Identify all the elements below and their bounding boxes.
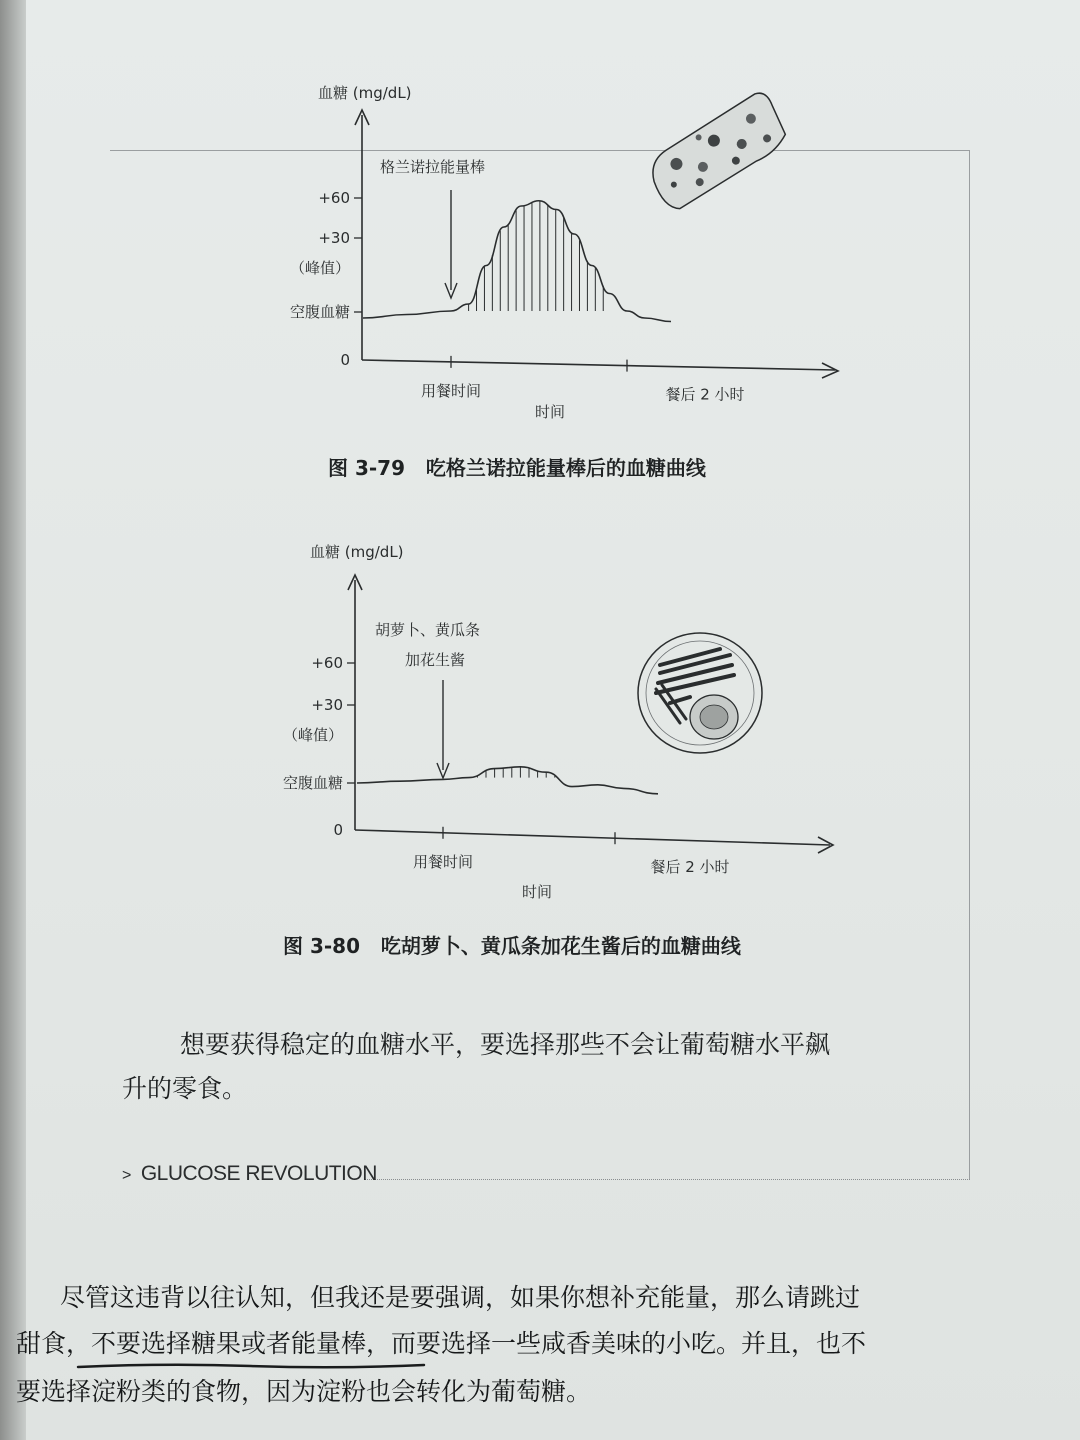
series-title: GLUCOSE REVOLUTION [140,1162,377,1185]
x-axis-label: 时间 [522,883,553,901]
figure-caption-3-79 [328,452,706,481]
sidebar-frame-bottom-rule [365,1179,970,1180]
glucose-curve [363,201,671,322]
chart-granola-bar [240,80,860,430]
x-axis-label: 时间 [535,403,566,421]
body-line2-end: 而要选择一些咸香美味的小吃。并且，也不 [391,1329,867,1358]
pen-underline [76,1362,426,1370]
y-tick-label: +60 [318,189,350,207]
y-axis-label: 血糖 (mg/dL) [318,84,412,102]
x-axis [355,830,830,845]
underlined-phrase: 不要选择糖果或者能量棒， [91,1329,392,1358]
y-tick-label: 空腹血糖 [282,774,343,792]
book-gutter-shadow [0,0,26,1440]
figure-caption-3-80 [283,930,741,959]
sidebar-paragraph-line1: 想要获得稳定的血糖水平，要选择那些不会让葡萄糖水平飙 [180,1030,831,1059]
sidebar-paragraph-line2: 升的零食。 [122,1074,248,1103]
meal-annotation-line1: 胡萝卜、黄瓜条 [375,621,481,639]
x-tick-label: 用餐时间 [412,852,474,871]
body-line1: 尽管这违背以往认知，但我还是要强调，如果你想补充能量，那么请跳过 [60,1283,861,1312]
x-tick-label: 餐后 2 小时 [650,858,730,877]
y-tick-label: （峰值） [289,259,350,277]
y-tick-label: 0 [333,821,343,839]
y-tick-label: （峰值） [282,726,343,744]
veggie-plate-icon [638,633,762,753]
chart-carrot-cucumber-peanut-butter [235,535,855,905]
chevron-right-icon: > [122,1167,131,1184]
granola-bar-icon [639,89,795,214]
figure-number: 图 3-79 [328,456,406,480]
y-tick-label: +30 [318,229,350,247]
y-tick-label: +30 [311,696,343,714]
y-axis-label: 血糖 (mg/dL) [310,543,404,561]
y-tick-label: 空腹血糖 [289,303,350,321]
meal-annotation-line2: 加花生酱 [405,651,466,669]
body-line3: 要选择淀粉类的食物，因为淀粉也会转化为葡萄糖。 [16,1377,592,1406]
book-series-header [122,1162,377,1186]
figure-title: 吃格兰诺拉能量棒后的血糖曲线 [425,456,706,480]
body-line2-start: 甜食， [16,1329,92,1358]
x-tick-label: 用餐时间 [420,381,482,400]
y-tick-label: +60 [311,654,343,672]
body-line2 [16,1324,1076,1360]
figure-title: 吃胡萝卜、黄瓜条加花生酱后的血糖曲线 [380,934,741,958]
y-tick-label: 0 [340,351,350,369]
glucose-curve [357,767,658,794]
meal-annotation: 格兰诺拉能量棒 [380,158,486,176]
x-axis [362,360,835,370]
x-tick-label: 餐后 2 小时 [665,385,745,404]
figure-number: 图 3-80 [283,934,361,958]
